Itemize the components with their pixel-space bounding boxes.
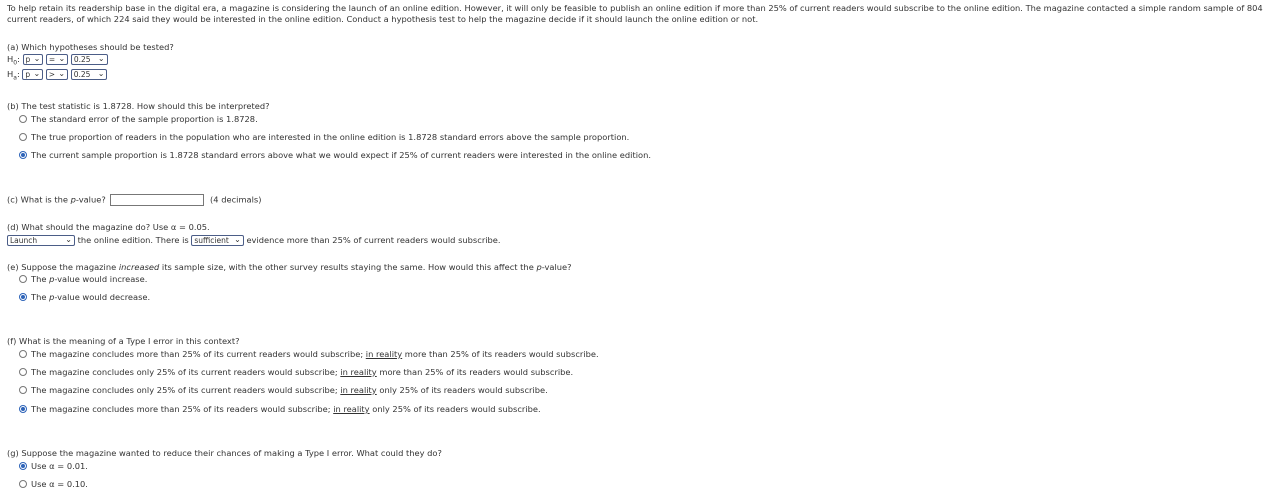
radio-selected-icon[interactable] bbox=[19, 405, 27, 413]
radio-icon[interactable] bbox=[19, 133, 27, 141]
h0-label: $H_0$: bbox=[7, 54, 20, 67]
radio-option[interactable]: The magazine concludes more than 25% of its current readers would subscribe; in reality more than 25% of its readers would subscribe. bbox=[19, 349, 599, 359]
radio-icon[interactable] bbox=[19, 368, 27, 376]
h0-value-select[interactable]: 0.25 ⌄ bbox=[71, 54, 108, 65]
part-f-question: (f) What is the meaning of a Type I error in this context? bbox=[7, 336, 240, 346]
radio-option[interactable]: The magazine concludes only 25% of its current readers would subscribe; in reality only 25% of its readers would subscribe. bbox=[19, 385, 548, 395]
part-g-question: (g) Suppose the magazine wanted to reduce their chances of making a Type I error. What could they do? bbox=[7, 448, 442, 458]
radio-option[interactable]: The true proportion of readers in the population who are interested in the online edition is 1.8728 standard errors above the sample proportion. bbox=[19, 132, 629, 142]
radio-icon[interactable] bbox=[19, 350, 27, 358]
radio-selected-icon[interactable] bbox=[19, 293, 27, 301]
h0-param-select[interactable]: p ⌄ bbox=[23, 54, 44, 65]
part-c-row: (c) What is the p-value? (4 decimals) bbox=[7, 194, 262, 205]
radio-option[interactable]: Use α = 0.10. bbox=[19, 479, 88, 489]
radio-option[interactable]: The current sample proportion is 1.8728 standard errors above what we would expect if 25% of current readers were interested in the online edition. bbox=[19, 150, 651, 160]
evidence-select[interactable]: sufficient ⌄ bbox=[191, 235, 243, 246]
h0-row bbox=[7, 54, 108, 67]
h0-operator-select[interactable]: = ⌄ bbox=[46, 54, 68, 65]
radio-selected-icon[interactable] bbox=[19, 151, 27, 159]
ha-value-select[interactable]: 0.25 ⌄ bbox=[71, 69, 108, 80]
ha-label: $H_a$: bbox=[7, 69, 20, 82]
chevron-down-icon: ⌄ bbox=[33, 69, 41, 78]
chevron-down-icon: ⌄ bbox=[58, 69, 66, 78]
problem-intro: To help retain its readership base in the digital era, a magazine is considering the launch of an online edition. However, it will only be feasible to publish an online edition if more than 25% of current readers would subscribe to the online edition. The magazine contacted a simple random sample of 804 current readers, of which 224 said they would be interested in the online edition. Conduct a hypothesis test to help the magazine decide if it should launch the online edition or not. bbox=[7, 3, 1263, 24]
radio-icon[interactable] bbox=[19, 386, 27, 394]
radio-option[interactable]: The standard error of the sample proportion is 1.8728. bbox=[19, 114, 258, 124]
radio-option[interactable]: The p-value would increase. bbox=[19, 274, 147, 284]
decimals-hint: (4 decimals) bbox=[210, 194, 262, 205]
chevron-down-icon: ⌄ bbox=[33, 54, 41, 63]
ha-param-select[interactable]: p ⌄ bbox=[22, 69, 43, 80]
radio-option[interactable]: The p-value would decrease. bbox=[19, 292, 150, 302]
radio-option[interactable]: The magazine concludes only 25% of its current readers would subscribe; in reality more than 25% of its readers would subscribe. bbox=[19, 367, 573, 377]
part-a-question: (a) Which hypotheses should be tested? bbox=[7, 42, 174, 52]
chevron-down-icon: ⌄ bbox=[58, 54, 66, 63]
chevron-down-icon: ⌄ bbox=[65, 235, 72, 244]
part-d-question: (d) What should the magazine do? Use α = 0.05. bbox=[7, 222, 210, 232]
chevron-down-icon: ⌄ bbox=[97, 54, 105, 63]
part-b-question: (b) The test statistic is 1.8728. How should this be interpreted? bbox=[7, 101, 270, 111]
radio-selected-icon[interactable] bbox=[19, 462, 27, 470]
part-d-row: Launch ⌄ the online edition. There is sufficient ⌄ evidence more than 25% of current readers would subscribe. bbox=[7, 235, 501, 246]
chevron-down-icon: ⌄ bbox=[97, 69, 105, 78]
radio-option[interactable]: Use α = 0.01. bbox=[19, 461, 88, 471]
radio-icon[interactable] bbox=[19, 115, 27, 123]
ha-operator-select[interactable]: > ⌄ bbox=[46, 69, 68, 80]
radio-icon[interactable] bbox=[19, 480, 27, 488]
p-value-input[interactable] bbox=[110, 194, 204, 206]
decision-select[interactable]: Launch ⌄ bbox=[7, 235, 75, 246]
part-e-question: (e) Suppose the magazine increased its sample size, with the other survey results staying the same. How would this affect the p-value? bbox=[7, 262, 572, 272]
chevron-down-icon: ⌄ bbox=[234, 235, 241, 244]
ha-row bbox=[7, 69, 107, 82]
radio-icon[interactable] bbox=[19, 275, 27, 283]
radio-option[interactable]: The magazine concludes more than 25% of its readers would subscribe; in reality only 25% of its readers would subscribe. bbox=[19, 404, 541, 414]
